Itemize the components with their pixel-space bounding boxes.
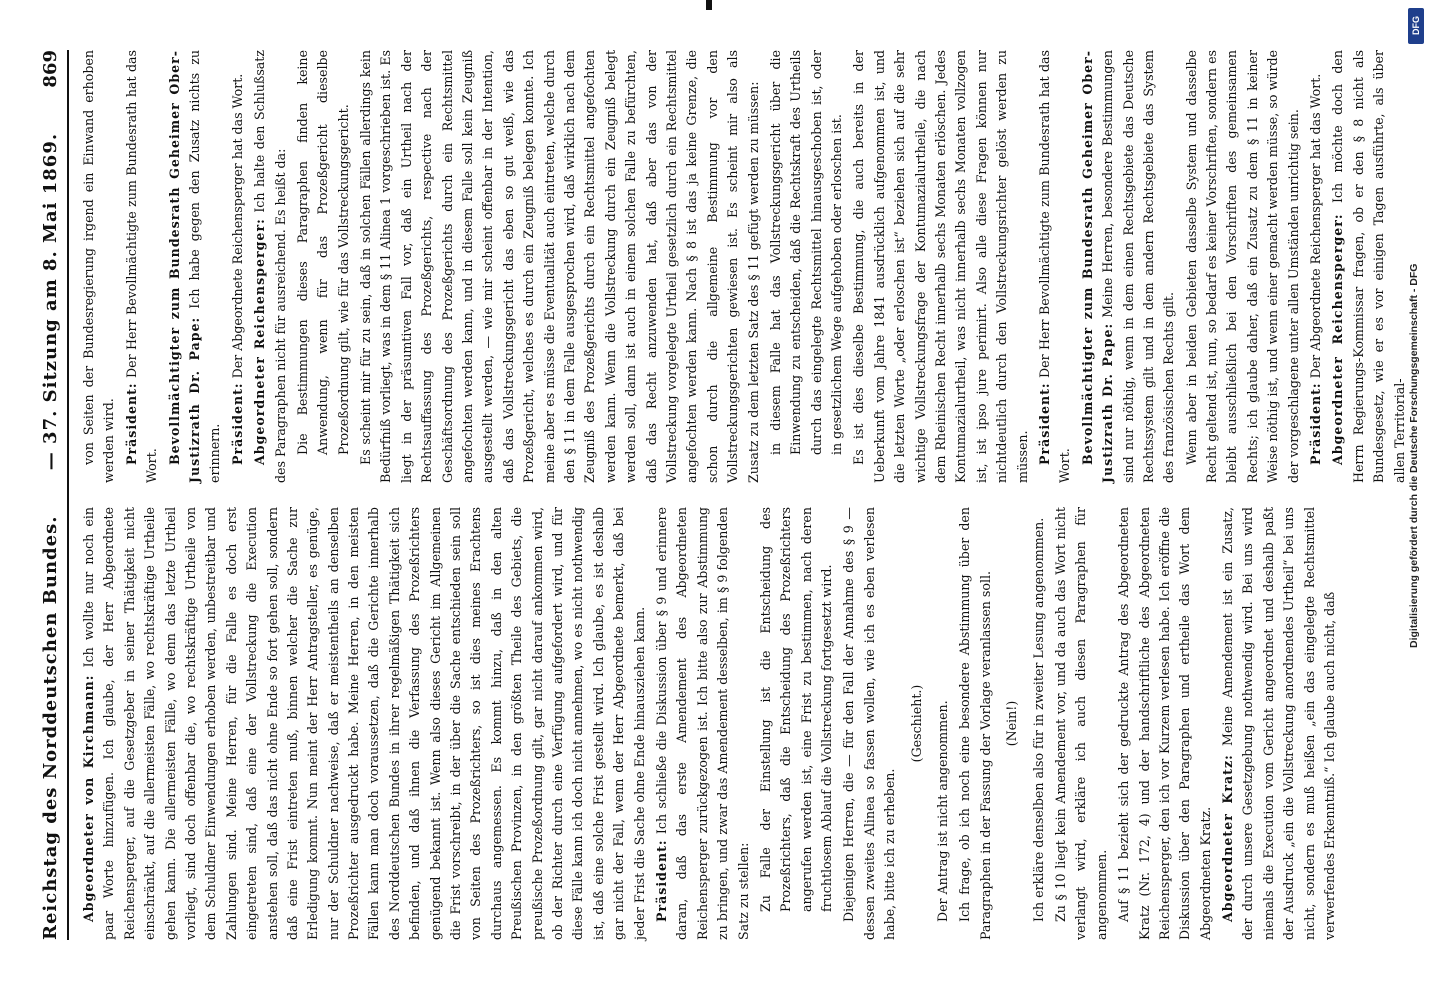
speaker-name: Bevollmächtigter zum Bundesrath Geheimer Ober-Justizrath Dr. Pape: bbox=[1079, 50, 1116, 483]
paragraph-text: Wenn aber in beiden Gebieten dasselbe System und dasselbe Recht geltend ist, nun, so bedarf es keiner Vorschriften, sondern es bleibt ausschließlich bei den Vorschriften des gemeinsamen Rechts; ich glaube daher, daß ein Zusatz zu dem § 11 in keiner Weise nöthig ist, und wenn einer gemacht werden müsse, so würde der vorgeschlagene unter allen Umständen unrichtig sein. bbox=[1183, 50, 1301, 483]
quoted-text bbox=[766, 50, 848, 483]
column-left bbox=[79, 507, 1338, 940]
speaker-name: Präsident: bbox=[1036, 382, 1052, 465]
dfg-credit-text: Digitalisierung gefördert durch die Deutsche Forschungsgemeinschaft - DFG bbox=[1408, 263, 1420, 648]
paragraph-text: Der Abgeordnete Reichensperger hat das Wort. bbox=[229, 73, 245, 379]
paragraph bbox=[1029, 507, 1049, 940]
paragraph bbox=[79, 507, 650, 940]
paragraph-text: Die Bestimmungen dieses Paragraphen finden keine Anwendung, wenn für das Prozeßgericht dieselbe Prozeßordnung gilt, wie für das Vollstreckungsgericht. bbox=[294, 50, 351, 455]
paragraph-text: Ich frage, ob ich noch eine besondere Abstimmung über den Paragraphen in der Fassung der Vorlage veranlassen soll. bbox=[957, 507, 993, 940]
paragraph-text: Meine Amendement ist ein Zusatz, der durch unsere Gesetzgebung nothwendig wird. Bei uns wird niemals die Execution vom Gericht angeordnet und deshalb paßt der Ausdruck „ein die Vollstreckung anordnendes Urtheil“ bei uns nicht, sondern es muß heißen „ein das eingelegte Rechtsmittel verwerfendes Erkenntniß.“ Ich glaube auch nicht, daß bbox=[1220, 507, 1338, 940]
paragraph bbox=[652, 507, 754, 940]
paragraph-text: Ich halte den Schlußsatz des Paragraphen nicht für ausreichend. Es heißt da: bbox=[252, 50, 288, 483]
paragraph bbox=[1051, 507, 1112, 940]
speaker-name: Präsident: bbox=[653, 839, 669, 922]
paragraph bbox=[1035, 50, 1076, 483]
paragraph-text: Der Herr Bevollmächtigte zum Bundesrath hat das Wort. bbox=[123, 50, 160, 483]
paragraph bbox=[122, 50, 163, 483]
text-columns bbox=[79, 50, 1407, 940]
running-title: Reichstag des Norddeutschen Bundes. bbox=[40, 515, 61, 940]
paragraph-text: Der Antrag ist nicht angenommen. bbox=[935, 700, 951, 922]
paragraph-text: Ich schließe die Diskussion über § 9 und erinnere daran, daß das erste Amendement des Abgeordneten Reichensperger zurückgezogen ist. Ich bitte also zur Abstimmung zu bringen, und zwar das Amendement desselben, im § 9 folgenden Satz zu stellen: bbox=[653, 507, 751, 940]
paragraph bbox=[79, 50, 120, 483]
speaker-name: Präsident: bbox=[1308, 382, 1324, 465]
paragraph-text: Ich erkläre denselben also für in zweiter Lesung angenommen. bbox=[1030, 517, 1046, 922]
paragraph bbox=[1078, 50, 1180, 483]
speaker-name: Bevollmächtigter zum Bundesrath Geheimer Ober-Justizrath Dr. Pape: bbox=[166, 50, 202, 483]
paragraph bbox=[228, 50, 248, 483]
paragraph bbox=[955, 507, 996, 940]
page-header bbox=[40, 50, 69, 940]
speaker-name: Abgeordneter Reichensperger: bbox=[252, 218, 268, 465]
paragraph-text: Es ist dies dieselbe Bestimmung, die auch bereits in der Ueberkunft vom Jahre 1841 ausdrücklich aufgenommen ist, und die letzten Worte „oder erloschen ist“ beziehen sich auf die sehr wichtige Vollstreckungsfrage der Kontumazialurtheile, die nach dem Rheinischen Recht innerhalb sechs Monaten erlöschen. Jedes Kontumazialurtheil, was nicht innerhalb sechs Monaten vollzogen ist, ist ipso jure perimirt. Also alle diese Fragen können nur nichtdeutlich durch den Vollstreckungsrichter gelöst werden zu müssen. bbox=[851, 50, 1030, 483]
paragraph bbox=[1218, 507, 1340, 940]
paragraph bbox=[849, 50, 1033, 483]
paragraph bbox=[1306, 50, 1326, 483]
paragraph bbox=[1182, 50, 1304, 483]
speaker-name: Abgeordneter von Kirchmann: bbox=[81, 674, 96, 922]
paragraph bbox=[839, 507, 900, 940]
paragraph-text: Ich möchte doch den Herrn Regierungs-Kommissar fragen, ob er den § 8 nicht als Bundesgesetz, wie er es vor einigen Tagen ausführte, als über allen Territorial- bbox=[1330, 50, 1407, 483]
paragraph bbox=[1114, 507, 1216, 940]
speaker-name: Abgeordneter Reichensperger: bbox=[1330, 213, 1346, 465]
quoted-text bbox=[293, 50, 354, 483]
paragraph-text: in diesem Falle hat das Vollstreckungsgericht über die Einwendung zu entscheiden, daß die Rechtskraft des Urtheils durch das eingelegte Rechtsmittel hinausgeschoben ist, oder in gesetzlichem Wege aufgehoben oder erloschen ist. bbox=[767, 50, 845, 455]
paragraph-text: Auf § 11 bezieht sich der gedruckte Antrag des Abgeordneten Kratz (Nr. 172, 4) und der handschriftliche des Abgeordneten Reichensperger, den ich vor Kurzem verlesen habe. Ich eröffne die Diskussion über den Paragraphen und ertheile das Wort dem Abgeordneten Kratz. bbox=[1116, 507, 1213, 940]
paragraph-text: Der Abgeordnete Reichensperger hat das Wort. bbox=[1308, 73, 1324, 379]
paragraph bbox=[356, 50, 764, 483]
dfg-logo: DFG bbox=[1408, 8, 1424, 44]
session-date: — 37. Sitzung am 8. Mai 1869. bbox=[40, 132, 61, 471]
page-number: 869 bbox=[40, 50, 61, 88]
speaker-name: Präsident: bbox=[229, 382, 245, 465]
speaker-name: Abgeordneter Kratz: bbox=[1220, 754, 1236, 922]
paragraph-text: Ich wollte nur noch ein paar Worte hinzufügen. Ich glaube, der Herr Abgeordnete Reichensperger, auf die Gesetzgeber in seiner Thätigkeit nicht einschränkt, auf die allermeisten Fälle, wo rechtskräftige Urtheile gehen kann. Die allermeisten Fälle, wo denn das letzte Urtheil vorliegt, sind doch offenbar die, wo rechtskräftige Urtheile von dem Schuldner Einwendungen erhoben werden, unbestreitbar und Zahlungen sind. Meine Herren, für die Falle es doch erst eingetreten sind, daß eine der Vollstreckung die Execution anstehen soll, daß das nicht ohne Ende so fort gehen soll, sondern daß eine Frist eintreten muß, binnen welcher die Sache zur Erledigung kommt. Nun meint der Herr Antragsteller, es genüge, nur der Schuldner nachweise, daß er meistentheils an denselben Prozeßrichter ausgedruckt habe. Meine Herren, in den meisten Fällen kann man doch voraussetzen, daß die Gerichte innerhalb des Norddeutschen Bundes in ihrer regelmäßigen Thätigkeit sich befinden, und daß ihnen die Verfassung des Prozeßrichters genügend bekannt ist. Wenn also dieses Gericht im Allgemeinen die Frist vorschreibt, in der über die Sache entschieden sein soll von Seiten des Prozeßrichters, so ist dies meines Erachtens durchaus angemessen. Es kommt hinzu, daß in den alten Preußischen Provinzen, in den größten Theile des Gebiets, die preußische Prozeßordnung gilt, gar nicht darauf ankommen wird, ob der Richter durch eine Verfügung aufgefordert wird, und für diese Fälle kann ich doch nicht annehmen, wo es nicht nothwendig ist, daß eine solche Frist gestellt wird. Ich glaube, es ist deshalb gar nicht der Fall, wenn der Herr Abgeordnete bemerkt, daß bei jeder Frist die Sache ohne Ende hinausziehen kann. bbox=[81, 507, 647, 940]
paragraph-text: Der Herr Bevollmächtigte zum Bundesrath hat das Wort. bbox=[1036, 50, 1073, 483]
column-right bbox=[79, 50, 1407, 483]
stage-direction: (Geschieht.) bbox=[908, 684, 924, 763]
paragraph bbox=[165, 50, 226, 483]
paragraph-text: Diejenigen Herren, die — für den Fall der Annahme des § 9 — dessen zweites Alinea so fassen wollen, wie ich es eben verlesen habe, bitte ich zu erheben. bbox=[841, 507, 898, 940]
paragraph-text: von Seiten der Bundesregierung irgend ein Einwand erhoben werden wird. bbox=[81, 50, 117, 483]
paragraph bbox=[250, 50, 291, 483]
paragraph-text: Zu Falle der Einstellung ist die Entscheidung des Prozeßrichters, daß die Entscheidung des Prozeßrichters angerufen werden ist, eine Frist zu bestimmen, nach deren fruchtlosem Ablauf die Vollstreckung fortgesetzt wird. bbox=[757, 507, 835, 912]
paragraph-text: Meine Herren, besondere Bestimmungen sind nur nöthig, wenn in dem einen Rechtsgebiete das Deutsche Rechtssystem gilt und in dem andern Rechtsgebiete das System des französischen Rechts gilt. bbox=[1100, 50, 1177, 483]
paragraph bbox=[933, 507, 953, 940]
paragraph-text: Es scheint mir für zu sein, daß in solchen Fällen allerdings kein Bedürfniß vorliegt, was in dem § 11 Alinea 1 vorgeschrieben ist. Es liegt in der präsumtiven Fall vor, daß ein Urtheil nach der Rechtsauffassung des Prozeßgerichts, respective nach der Geschäftsordnung des Prozeßgerichts durch ein Rechtsmittel angefochten werden kann, und in diesem Falle soll kein Zeugniß ausgestellt werden, — wie mir scheint offenbar in der Intention, daß das Vollstreckungsgericht das eben so gut weiß, wie das Prozeßgericht, welches es durch ein Zeugniß belegen konnte. Ich meine aber es müsse die Eventualität auch eintreten, welche durch den § 11 in dem Falle ausgesprochen wird, daß wirklich nach dem Zeugniß des Prozeßgerichts durch ein Rechtsmittel angefochten werden kann. Wenn die Vollstreckung durch ein Zeugniß belegt werden soll, dann ist auch in einem solchen Falle zu befürchten, daß das Recht anzuwenden hat, daß aber das von der Vollstreckung vorgelegte Urtheil gesetzlich durch ein Rechtsmittel angefochten werden kann. Nach § 8 ist das ja keine Grenze, die schon durch die allgemeine Bestimmung vor den Vollstreckungsgerichten gewiesen ist. Es scheint mir also als Zusatz zu dem letzten Satz des § 11 gefügt werden zu müssen: bbox=[358, 50, 761, 483]
paragraph-text: Ich habe gegen den Zusatz nichts zu erinnern. bbox=[186, 50, 223, 483]
paragraph bbox=[1328, 50, 1410, 483]
quoted-text bbox=[756, 507, 838, 940]
stage-direction: (Nein!) bbox=[1004, 700, 1020, 747]
paragraph-text: Zu § 10 liegt kein Amendement vor, und da auch das Wort nicht verlangt wird, erkläre ich auch diesen Paragraphen für angenommen. bbox=[1052, 507, 1109, 940]
speaker-name: Präsident: bbox=[123, 382, 139, 465]
